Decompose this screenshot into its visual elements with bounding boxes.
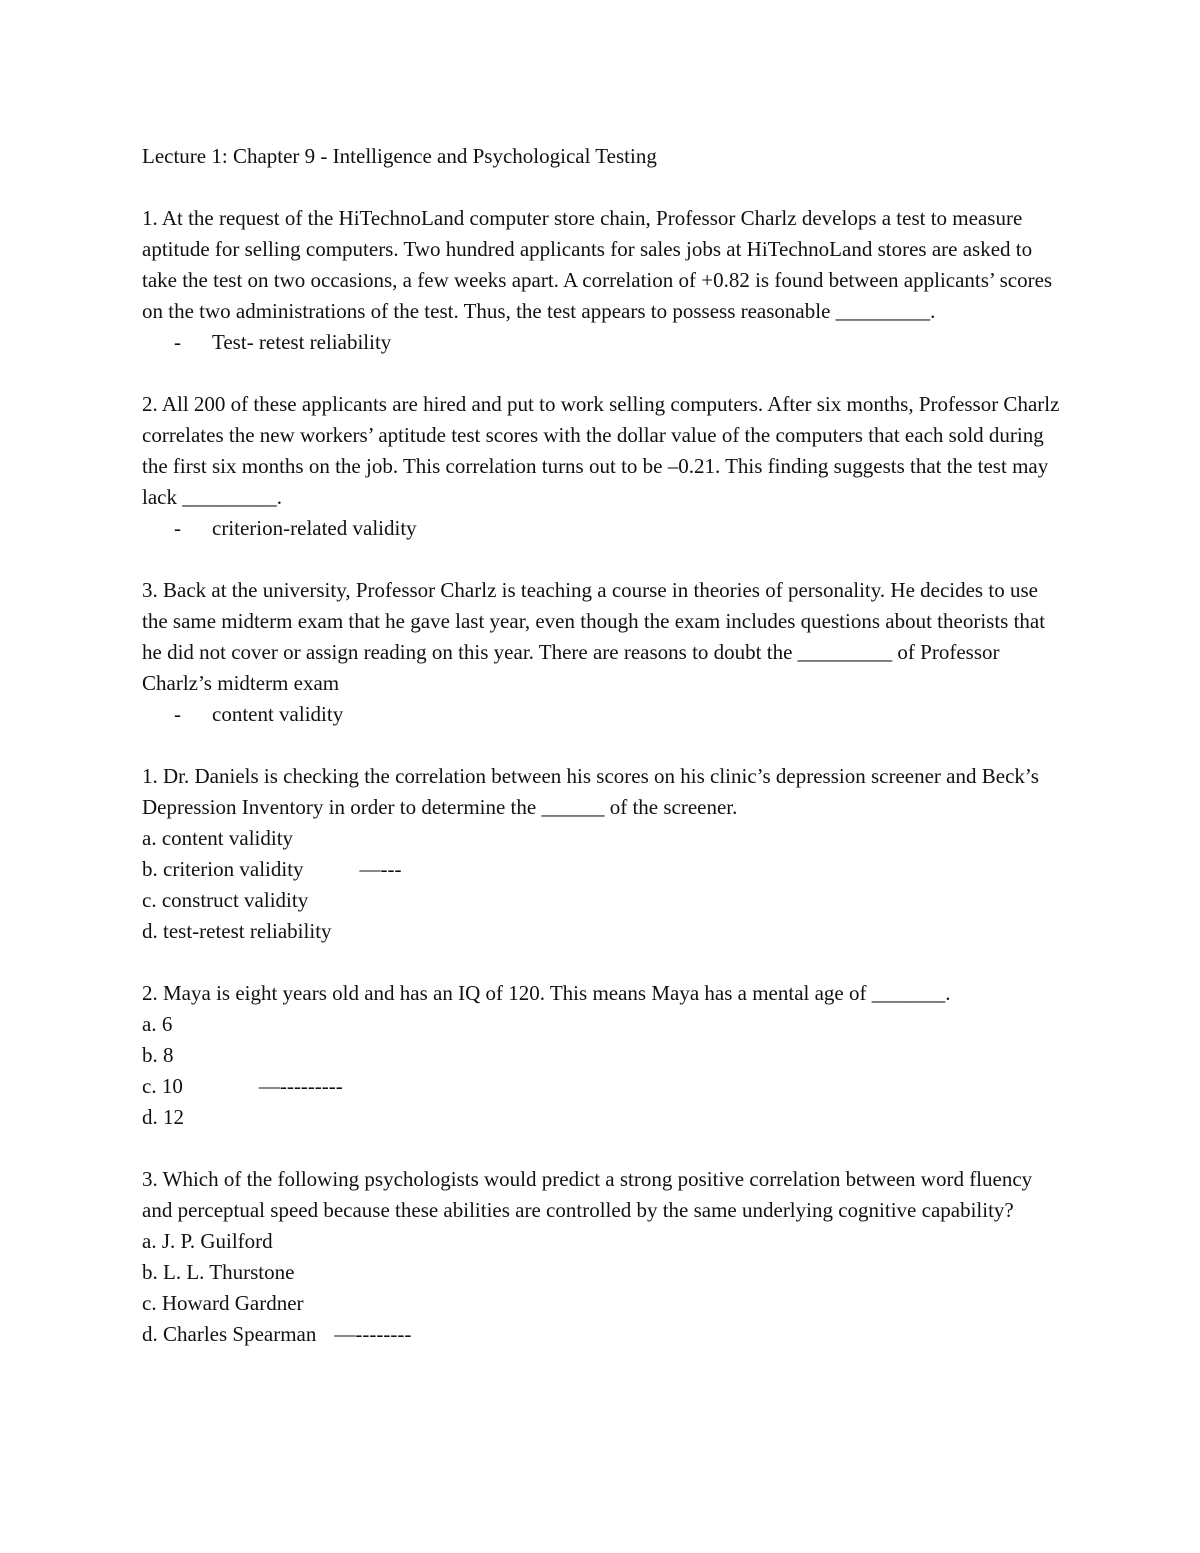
answer-text: criterion-related validity (212, 516, 417, 540)
option-d (142, 1319, 1062, 1350)
mc-question-2 (142, 978, 1062, 1133)
option-c: c. construct validity (142, 888, 309, 912)
option-d: d. 12 (142, 1105, 184, 1129)
document-page (142, 141, 1062, 1381)
answer-dash: - (174, 702, 181, 726)
answer-line (142, 327, 1062, 358)
option-a: a. 6 (142, 1012, 173, 1036)
answer-mark: —--------- (258, 1074, 343, 1098)
option-b: b. L. L. Thurstone (142, 1260, 295, 1284)
question-text: 1. At the request of the HiTechnoLand computer store chain, Professor Charlz develops a test to measure aptitude for selling computers. Two hundred applicants for sales jobs at HiTechnoLand stores are asked to take the test on two occasions, a few weeks apart. A correlation of +0.82 is found between applicants’ scores on the two administrations of the test. Thus, the test appears to possess reasonable _________. (142, 206, 1053, 323)
question-block-3 (142, 575, 1062, 730)
mc-question-1 (142, 761, 1062, 947)
answer-mark: —--- (359, 857, 402, 881)
answer-line (142, 699, 1062, 730)
answer-dash: - (174, 516, 181, 540)
option-c: c. Howard Gardner (142, 1291, 304, 1315)
question-text: 1. Dr. Daniels is checking the correlation between his scores on his clinic’s depression screener and Beck’s Depression Inventory in order to determine the ______ of the screener. (142, 764, 1039, 819)
option-c-text: c. 10 (142, 1074, 183, 1098)
question-text: 3. Which of the following psychologists would predict a strong positive correlation between word fluency and perceptual speed because these abilities are controlled by the same underlying cognitive capability? (142, 1167, 1033, 1222)
answer-text: content validity (212, 702, 344, 726)
option-a: a. J. P. Guilford (142, 1229, 273, 1253)
answer-text: Test- retest reliability (212, 330, 392, 354)
option-b (142, 854, 1062, 885)
option-c (142, 1071, 1062, 1102)
option-b: b. 8 (142, 1043, 174, 1067)
page-title: Lecture 1: Chapter 9 - Intelligence and Psychological Testing (142, 144, 657, 168)
question-text: 3. Back at the university, Professor Charlz is teaching a course in theories of personality. He decides to use the same midterm exam that he gave last year, even though the exam includes questions about theorists that he did not cover or assign reading on this year. There are reasons to doubt the _________ of Professor Charlz’s midterm exam (142, 578, 1046, 695)
question-block-1 (142, 203, 1062, 358)
answer-mark: —-------- (334, 1322, 412, 1346)
answer-line (142, 513, 1062, 544)
question-text: 2. All 200 of these applicants are hired and put to work selling computers. After six months, Professor Charlz correlates the new workers’ aptitude test scores with the dollar value of the computers that each sold during the first six months on the job. This correlation turns out to be –0.21. This finding suggests that the test may lack _________. (142, 392, 1060, 509)
question-block-2 (142, 389, 1062, 544)
option-d-text: d. Charles Spearman (142, 1322, 317, 1346)
option-d: d. test-retest reliability (142, 919, 332, 943)
question-text: 2. Maya is eight years old and has an IQ of 120. This means Maya has a mental age of _______. (142, 981, 951, 1005)
mc-question-3 (142, 1164, 1062, 1350)
answer-dash: - (174, 330, 181, 354)
option-b-text: b. criterion validity (142, 857, 304, 881)
option-a: a. content validity (142, 826, 294, 850)
